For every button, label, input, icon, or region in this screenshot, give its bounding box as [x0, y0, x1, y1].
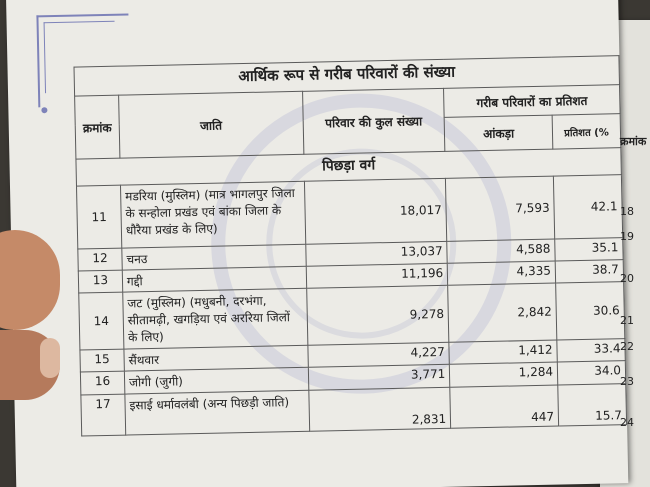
row-poor: 4,588: [447, 239, 555, 263]
row-pct: 34.0: [557, 361, 625, 385]
row-caste: इसाई धर्मावलंबी (अन्य पिछड़ी जाति): [125, 390, 309, 435]
header-serial: क्रमांक: [75, 95, 120, 159]
right-page-number: 19: [620, 230, 634, 243]
table-row: [76, 175, 622, 249]
row-pct: 15.7: [558, 384, 627, 426]
row-poor: 4,335: [447, 261, 555, 285]
right-page-number: 18: [620, 205, 634, 218]
header-poor-percent: गरीब परिवारों का प्रतिशत: [444, 85, 620, 118]
right-page-header: क्रमांक: [620, 135, 647, 148]
section-heading: पिछड़ा वर्ग: [76, 148, 621, 186]
row-total: 3,771: [308, 364, 450, 390]
row-poor: 1,412: [449, 340, 557, 364]
row-serial: 16: [80, 371, 124, 395]
row-pct: 35.1: [555, 238, 623, 261]
header-percent: प्रतिशत (%: [552, 114, 621, 149]
right-page-number: 22: [620, 340, 634, 353]
row-serial: 12: [78, 248, 122, 271]
row-caste: चनउ: [122, 244, 306, 270]
row-pct: 33.4: [557, 339, 625, 362]
row-poor: 1,284: [450, 362, 558, 387]
poor-families-table: [73, 55, 627, 436]
row-serial: 11: [76, 185, 121, 249]
right-page-number: 24: [620, 416, 634, 429]
row-caste: जट (मुस्लिम) (मधुबनी, दरभंगा, सीतामढ़ी, खगड़िया एवं अररिया जिलों के लिए): [123, 288, 308, 349]
row-caste: जोगी (जुगी): [124, 367, 308, 394]
header-count: आंकड़ा: [444, 115, 552, 151]
row-serial: 14: [79, 292, 124, 350]
thumb-nail: [40, 338, 60, 378]
row-serial: 15: [80, 349, 124, 372]
row-serial: 17: [81, 394, 126, 436]
row-poor: 2,842: [448, 283, 557, 342]
row-poor: 7,593: [446, 176, 555, 241]
header-total-families: परिवार की कुल संख्या: [302, 88, 445, 154]
book-page: [6, 0, 628, 487]
row-total: 9,278: [306, 285, 449, 345]
row-poor: 447: [450, 385, 559, 428]
right-page-number: 21: [620, 314, 634, 327]
row-caste: गद्दी: [122, 266, 306, 292]
row-total: 13,037: [305, 241, 447, 266]
row-caste: मडरिया (मुस्लिम) (मात्र भागलपुर जिला के सन्होला प्रखंड एवं बांका जिला के धौरैया प्रखंड के लिए): [120, 181, 305, 248]
header-caste: जाति: [119, 91, 304, 158]
row-pct: 30.6: [556, 282, 625, 340]
row-caste: सैंथवार: [124, 345, 308, 371]
right-page-number: 20: [620, 272, 634, 285]
row-pct: 38.7: [555, 260, 623, 283]
right-page-number: 23: [620, 375, 634, 388]
row-pct: 42.1: [553, 175, 622, 239]
row-total: 11,196: [306, 263, 448, 288]
row-total: 2,831: [308, 387, 451, 431]
row-total: 4,227: [307, 342, 449, 367]
row-serial: 13: [78, 270, 122, 293]
ornament-dot: [41, 107, 47, 113]
row-total: 18,017: [304, 178, 447, 244]
table-title: आर्थिक रूप से गरीब परिवारों की संख्या: [74, 56, 619, 96]
